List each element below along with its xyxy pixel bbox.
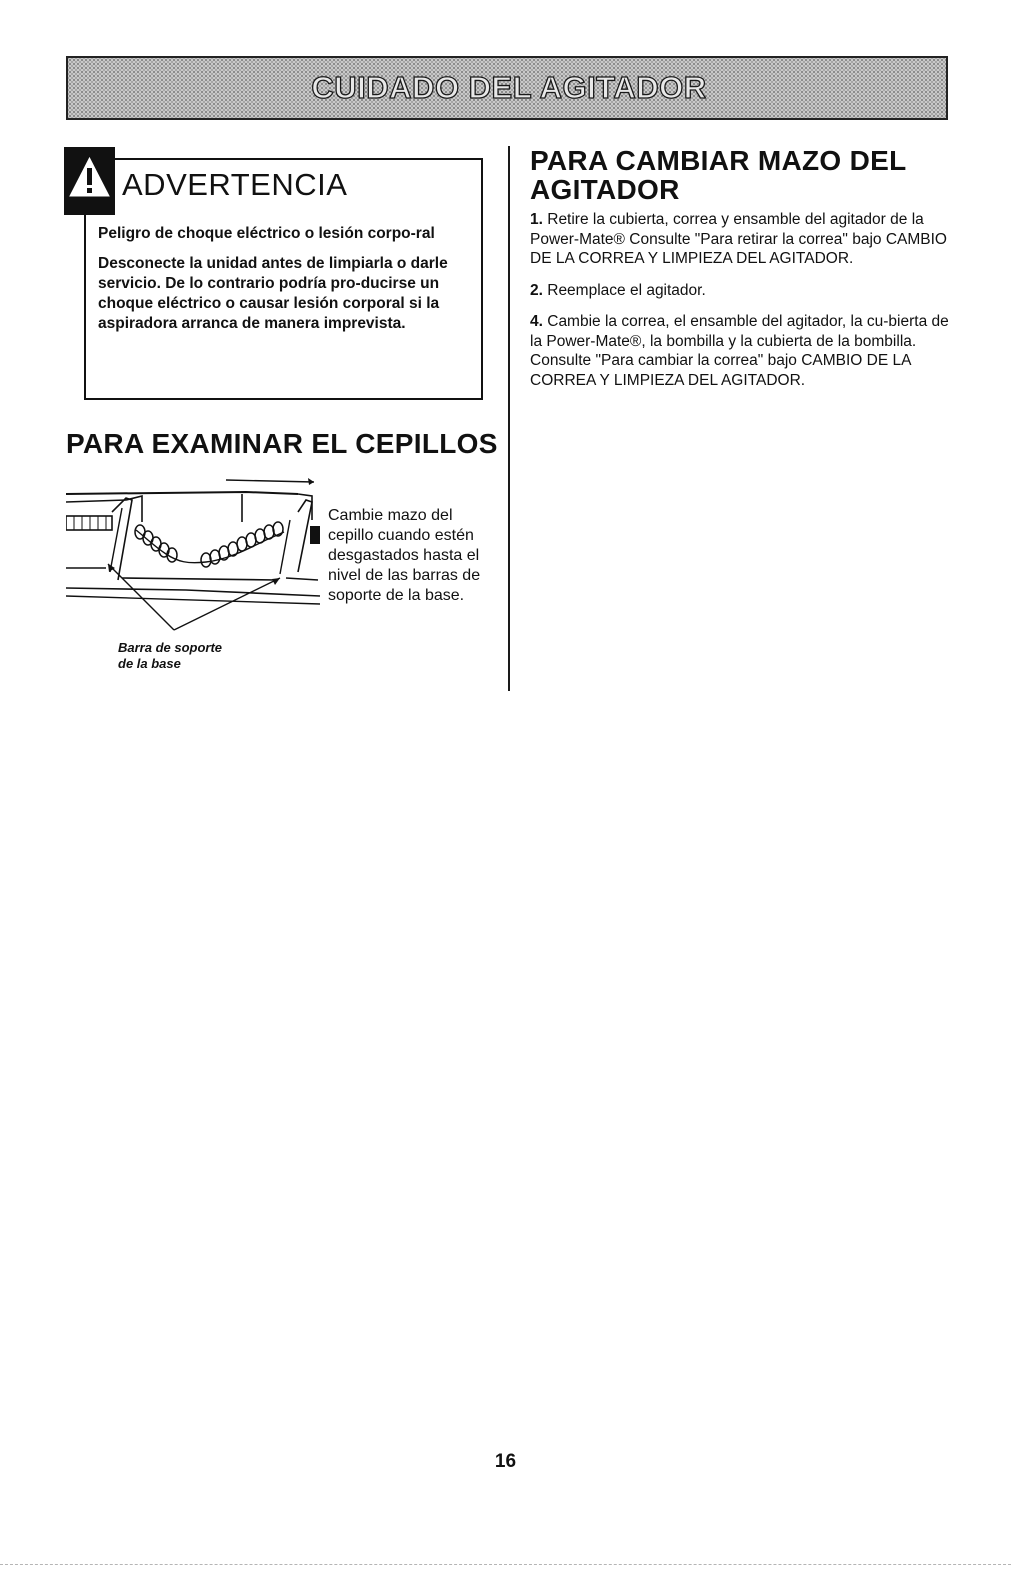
- step-item: [530, 281, 950, 301]
- step-text: Retire la cubierta, correa y ensamble del agitador de la Power-Mate® Consulte "Para retirar la correa" bajo CAMBIO DE LA CORREA Y LIMPIEZA DEL AGITADOR.: [530, 211, 947, 267]
- change-agitator-heading: PARA CAMBIAR MAZO DEL AGITADOR: [530, 145, 906, 205]
- column-divider: [508, 146, 510, 691]
- step-item: [530, 210, 950, 269]
- caption-line-2: de la base: [118, 656, 181, 671]
- examine-heading: PARA EXAMINAR EL CEPILLOS: [66, 428, 498, 459]
- step-number: 2.: [530, 281, 543, 299]
- bottom-rule: [0, 1564, 1011, 1565]
- brush-illustration: [66, 472, 322, 642]
- section-banner: [66, 56, 948, 120]
- caption-line-1: Barra de soporte: [118, 640, 223, 655]
- page-number: 16: [494, 1451, 517, 1472]
- warning-line-1: Peligro de choque eléctrico o lesión corpo-ral: [98, 225, 435, 242]
- step-text: Reemplace el agitador.: [542, 281, 706, 299]
- step-number: 4.: [530, 313, 543, 330]
- step-text: Cambie la correa, el ensamble del agitador, la cu-bierta de la Power-Mate®, la bombilla y la cubierta de la bombilla. Consulte "Para cambiar la correa" bajo CAMBIO DE LA CORREA Y LIMPIEZA DEL AGITADOR.: [530, 313, 949, 389]
- illustration-text: Cambie mazo del cepillo cuando estén desgastados hasta el nivel de las barras de soporte de la base.: [328, 507, 481, 604]
- warning-triangle-icon: [64, 147, 115, 215]
- warning-line-2: Desconecte la unidad antes de limpiarla o darle servicio. De lo contrario podría pro-ducirse un choque eléctrico o causar lesión corporal si la aspiradora arranca de manera imprevista.: [98, 255, 448, 332]
- illustration-caption: [118, 640, 298, 672]
- step-item: [530, 312, 950, 390]
- steps-list: [530, 210, 950, 402]
- step-number: 1.: [530, 211, 543, 228]
- warning-heading: ADVERTENCIA: [122, 167, 348, 202]
- warning-text: [98, 224, 472, 344]
- banner-title: CUIDADO DEL AGITADOR: [311, 70, 707, 105]
